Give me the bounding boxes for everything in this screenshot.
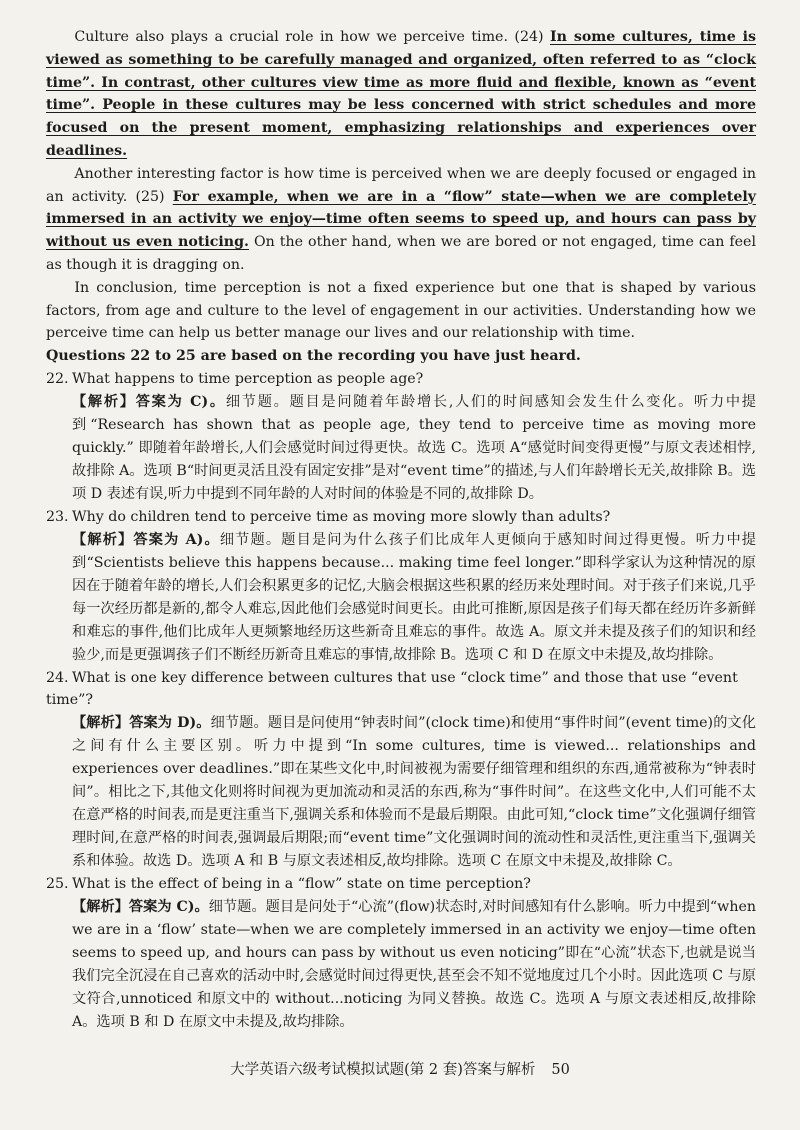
- answer-tag: 【解析】答案为 A)。: [72, 531, 220, 548]
- p1-underlined: In some cultures, time is viewed as something to be carefully managed and organized, often referred to as “clock time”. In contrast, other cultures view time as more fluid and flexible, known as “event time”. People in these cultures may be less concerned with strict schedules and more focused on the present moment, emphasizing relationships and experiences over deadlines.: [46, 29, 756, 159]
- page-number: 50: [551, 1062, 570, 1078]
- p1-lead: Culture also plays a crucial role in how we perceive time. (24): [74, 29, 550, 45]
- question-text: 22. What happens to time perception as people age?: [46, 370, 424, 387]
- analysis: 【解析】答案为 A)。细节题。题目是问为什么孩子们比成年人更倾向于感知时间过得更慢。听力中提到“Scientists believe this happens because... making time feel longer.”即科学家认为这种情况的原因在于随着年龄的增长,人们会积累更多的记忆,大脑会根据这些积累的经历来处理时间。对于孩子们来说,几乎每一次经历都是新的,都令人难忘,因此他们会感觉时间更长。由此可推断,原因是孩子们每天都在经历许多新鲜和难忘的事件,他们比成年人更频繁地经历这些新奇且难忘的事件。故选 A。原文并未提及孩子们的知识和经验少,而是更强调孩子们不断经历新奇且难忘的事情,故排除 B。选项 C 和 D 在原文中未提及,故均排除。: [72, 531, 756, 663]
- passage-paragraph-3: In conclusion, time perception is not a fixed experience but one that is shaped by various factors, from age and culture to the level of engagement in our activities. Understanding how we perceive time can help us better manage our lives and our relationship with time.: [46, 279, 756, 342]
- question-text: 24. What is one key difference between cultures that use “clock time” and those that use “event time”?: [46, 669, 738, 709]
- passage-paragraph-2: [46, 163, 756, 277]
- page-footer: [0, 1058, 800, 1079]
- passage-paragraph-1: [46, 26, 756, 163]
- analysis: 【解析】答案为 C)。细节题。题目是问处于“心流”(flow)状态时,对时间感知有什么影响。听力中提到“when we are in a ‘flow’ state—when we are completely immersed in an activity we enjoy—time often seems to speed up, and hours can pass by without us even noticing”即在“心流”状态下,也就是说当我们完全沉浸在自己喜欢的活动中时,会感觉时间过得更快,甚至会不知不觉地度过几个小时。因此选项 C 与原文符合,unnoticed 和原文中的 without...noticing 为同义替换。故选 C。选项 A 与原文表述相反,故排除 A。选项 B 和 D 在原文中未提及,故均排除。: [72, 898, 756, 1030]
- analysis: 【解析】答案为 D)。细节题。题目是问使用“钟表时间”(clock time)和使用“事件时间”(event time)的文化之间有什么主要区别。听力中提到“In some cultures, time is viewed... relationships and experiences over deadlines.”即在某些文化中,时间被视为需要仔细管理和组织的东西,通常被称为“钟表时间”。相比之下,其他文化则将时间视为更加流动和灵活的东西,称为“事件时间”。在这些文化中,人们可能不太在意严格的时间表,而是更注重当下,强调关系和体验而不是最后期限。由此可知,“clock time”文化强调仔细管理时间,在意严格的时间表,强调最后期限;而“event time”文化强调时间的流动性和灵活性,更注重当下,强调关系和体验。故选 D。选项 A 和 B 与原文表述相反,故均排除。选项 C 在原文中未提及,故排除 C。: [72, 715, 756, 870]
- analysis: 【解析】答案为 C)。细节题。题目是问随着年龄增长,人们的时间感知会发生什么变化。听力中提到“Research has shown that as people age, they tend to perceive time as moving more quickly.” 即随着年龄增长,人们会感觉时间过得更快。故选 C。选项 A“感觉时间变得更慢”与原文表述相悖,故排除 A。选项 B“时间更灵活且没有固定安排”是对“event time”的描述,与人们年龄增长无关,故排除 B。选项 D 表述有误,听力中提到不同年龄的人对时间的体验是不同的,故排除 D。: [72, 393, 756, 502]
- question-22: [46, 368, 756, 506]
- question-text: 25. What is the effect of being in a “flow” state on time perception?: [46, 876, 531, 893]
- footer-title: 大学英语六级考试模拟试题(第 2 套)答案与解析: [230, 1062, 536, 1078]
- p2-lead: Another interesting factor is how time is perceived when we are deeply focused or engaged in an activity. (25): [46, 165, 756, 205]
- question-text: 23. Why do children tend to perceive time as moving more slowly than adults?: [46, 508, 611, 525]
- answer-tag: 【解析】答案为 D)。: [72, 715, 211, 732]
- question-24: [46, 667, 756, 874]
- p2-tail: On the other hand, when we are bored or not engaged, time can feel as though it is dragging on.: [46, 234, 756, 273]
- questions-header: Questions 22 to 25 are based on the recording you have just heard.: [46, 348, 581, 365]
- p2-underlined: For example, when we are in a “flow” state—when we are completely immersed in an activity we enjoy—time often seems to speed up, and hours can pass by without us even noticing.: [46, 188, 756, 251]
- question-25: [46, 873, 756, 1034]
- question-23: [46, 506, 756, 667]
- answer-tag: 【解析】答案为 C)。: [72, 393, 226, 410]
- answer-tag: 【解析】答案为 C)。: [72, 898, 209, 915]
